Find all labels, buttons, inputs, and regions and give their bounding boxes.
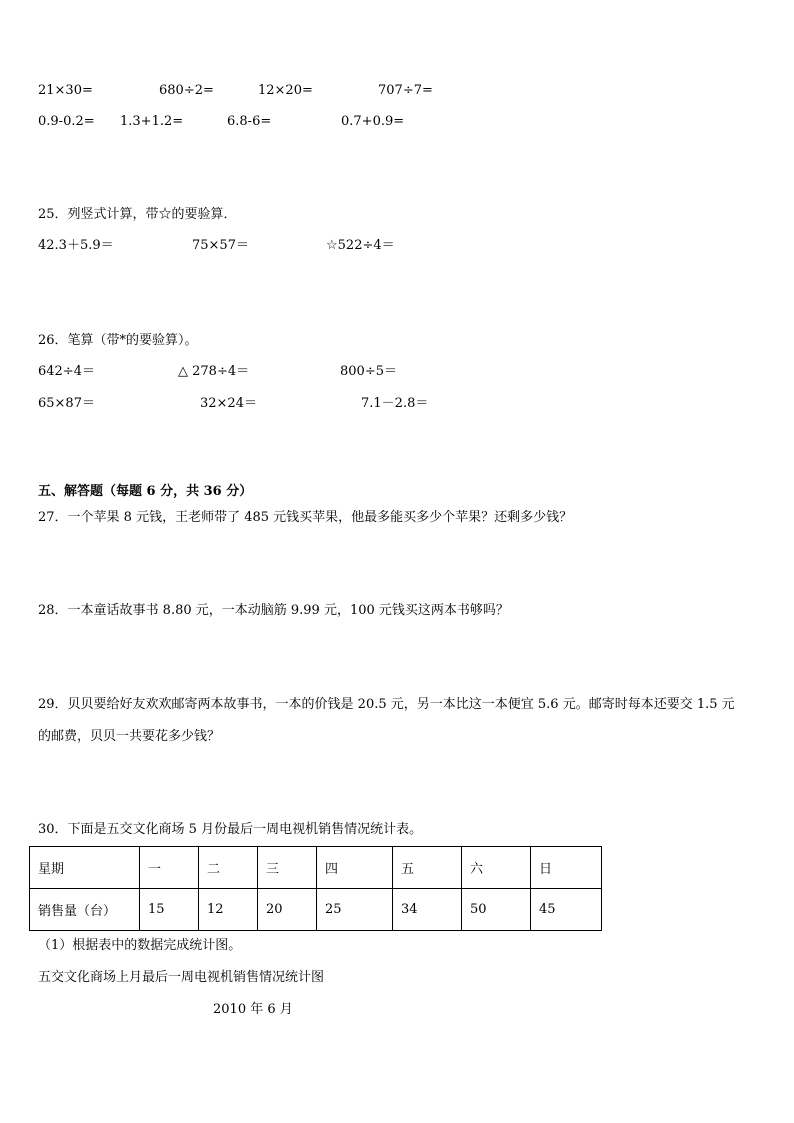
section-5-title: 五、解答题（每题 6 分，共 36 分）	[38, 484, 253, 499]
table-cell: 星期	[30, 847, 140, 889]
table-row	[30, 889, 602, 931]
q27-text: 27．一个苹果 8 元钱，王老师带了 485 元钱买苹果，他最多能买多少个苹果？还剩多少钱？	[38, 510, 573, 525]
q30-sub-1: （1）根据表中的数据完成统计图。	[38, 938, 242, 953]
calc-1-4: 707÷7=	[378, 83, 433, 98]
table-cell: 12	[199, 889, 258, 931]
table-cell: 45	[531, 889, 602, 931]
calc-1-3: 12×20=	[258, 83, 313, 98]
calc-1-1: 21×30=	[38, 83, 93, 98]
q25-title: 25．列竖式计算，带☆的要验算．	[38, 207, 237, 222]
table-cell: 二	[199, 847, 258, 889]
table-cell: 日	[531, 847, 602, 889]
table-cell: 三	[258, 847, 317, 889]
chart-date: 2010 年 6 月	[213, 1002, 293, 1017]
table-cell: 15	[140, 889, 199, 931]
sales-table	[29, 846, 602, 931]
q26-item-2-2: 32×24＝	[200, 396, 257, 411]
q28-text: 28．一本童话故事书 8.80 元，一本动脑筋 9.99 元，100 元钱买这两本书够吗？	[38, 603, 509, 618]
q25-item-3: ☆522÷4＝	[326, 238, 395, 253]
table-cell: 六	[462, 847, 531, 889]
q30-title: 30．下面是五交文化商场 5 月份最后一周电视机销售情况统计表。	[38, 822, 423, 837]
table-header-row	[30, 847, 602, 889]
q29-line-2: 的邮费，贝贝一共要花多少钱？	[38, 729, 221, 744]
q26-item-2-3: 7.1－2.8＝	[361, 396, 429, 411]
calc-2-2: 1.3+1.2=	[120, 114, 184, 129]
q25-item-2: 75×57＝	[192, 238, 249, 253]
table-cell: 50	[462, 889, 531, 931]
table-cell: 25	[317, 889, 393, 931]
calc-2-4: 0.7+0.9=	[341, 114, 405, 129]
calc-2-3: 6.8-6=	[227, 114, 272, 129]
table-cell: 五	[393, 847, 462, 889]
table-cell: 20	[258, 889, 317, 931]
calc-2-1: 0.9-0.2=	[38, 114, 95, 129]
table-cell: 销售量（台）	[30, 889, 140, 931]
calc-1-2: 680÷2=	[159, 83, 214, 98]
table-cell: 一	[140, 847, 199, 889]
q26-item-1-1: 642÷4＝	[38, 364, 95, 379]
q26-title: 26．笔算（带*的要验算）。	[38, 333, 198, 348]
q29-line-1: 29．贝贝要给好友欢欢邮寄两本故事书，一本的价钱是 20.5 元，另一本比这一本便宜 5.6 元。邮寄时每本还要交 1.5 元	[38, 697, 735, 712]
chart-title: 五交文化商场上月最后一周电视机销售情况统计图	[38, 970, 325, 985]
q25-item-1: 42.3＋5.9＝	[38, 238, 114, 253]
table-cell: 34	[393, 889, 462, 931]
q26-item-1-3: 800÷5＝	[340, 364, 397, 379]
q26-item-1-2: △ 278÷4＝	[178, 364, 250, 379]
q26-item-2-1: 65×87＝	[38, 396, 95, 411]
table-cell: 四	[317, 847, 393, 889]
